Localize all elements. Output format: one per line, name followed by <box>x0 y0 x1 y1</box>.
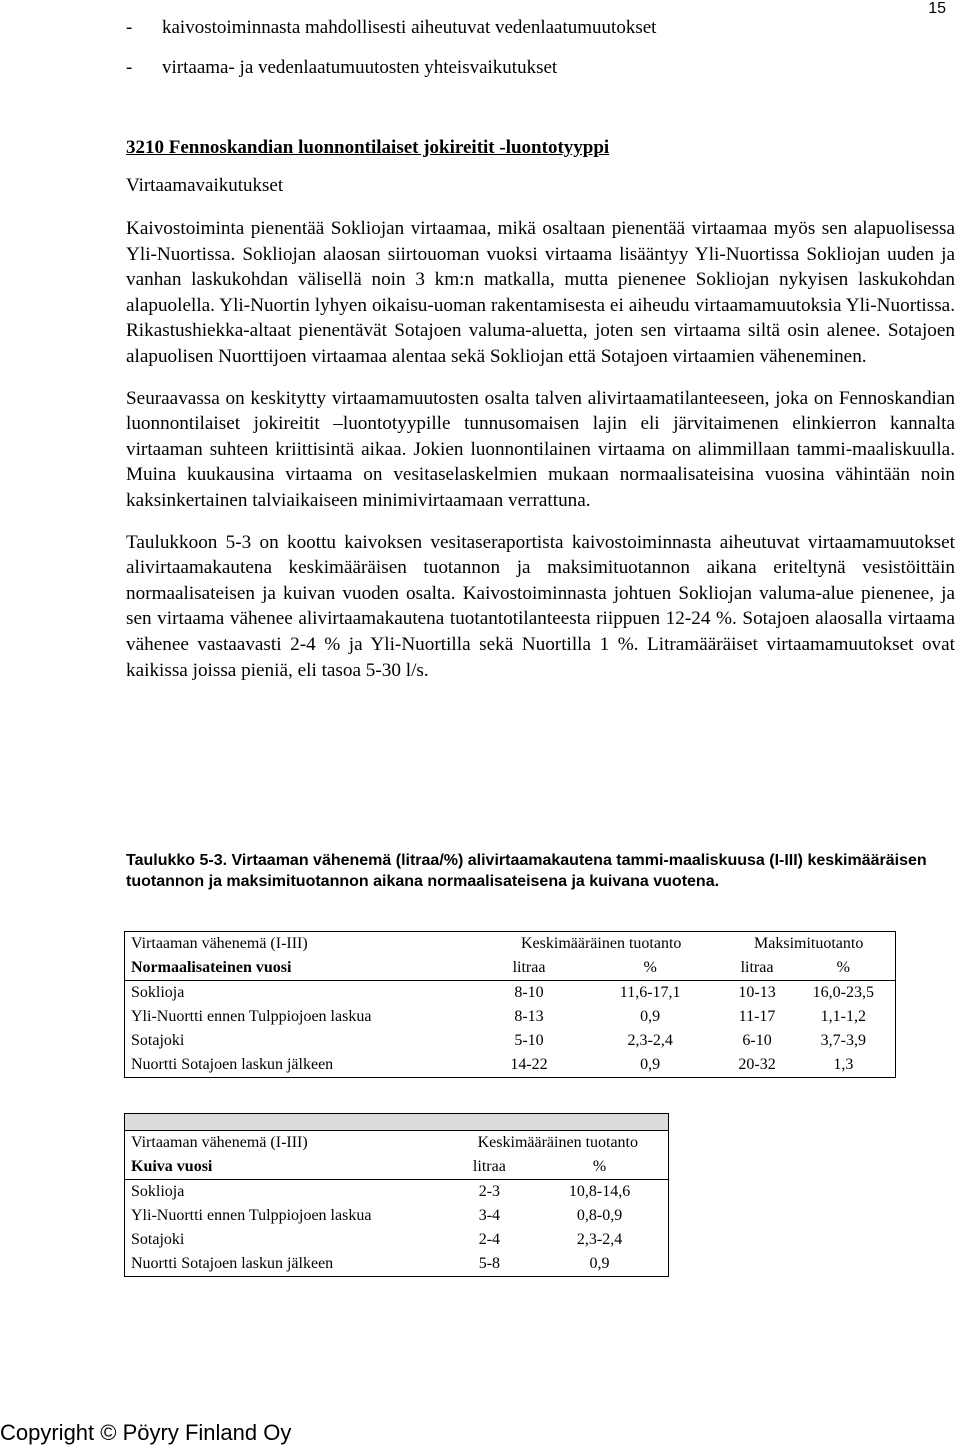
bullet-list <box>126 18 926 98</box>
header-cell: % <box>531 1155 668 1180</box>
header-cell: litraa <box>722 956 791 981</box>
section-heading <box>126 138 952 196</box>
table-cell: Yli-Nuortti ennen Tulppiojoen laskua <box>131 1008 372 1025</box>
table-dry-year <box>124 1113 669 1277</box>
table-cell: 2,3-2,4 <box>576 1231 623 1248</box>
table-cell: 8-10 <box>514 984 544 1001</box>
table-cell: 14-22 <box>510 1056 548 1073</box>
table-header-row <box>125 1131 669 1156</box>
header-cell: % <box>578 956 722 981</box>
page-number: 15 <box>928 0 946 17</box>
table-row <box>125 1228 669 1252</box>
table-cell: Sotajoki <box>131 1032 185 1049</box>
table-cell: 20-32 <box>738 1056 776 1073</box>
header-cell: % <box>792 956 896 981</box>
table-cell: Yli-Nuortti ennen Tulppiojoen laskua <box>131 1207 372 1224</box>
table-cell: 8-13 <box>514 1008 544 1025</box>
header-cell: litraa <box>480 956 578 981</box>
bullet-item: - kaivostoiminnasta mahdollisesti aiheutuvat vedenlaatumuutokset <box>126 17 657 38</box>
table-row <box>125 1053 896 1078</box>
header-cell: Kuiva vuosi <box>125 1155 448 1180</box>
copyright-footer: Copyright © Pöyry Finland Oy <box>0 1420 292 1445</box>
body-text <box>126 216 955 699</box>
bullet-text: kaivostoiminnasta mahdollisesti aiheutuvat vedenlaatumuutokset <box>162 17 657 38</box>
table-shaded-row <box>125 1114 669 1131</box>
table-cell: 5-10 <box>514 1032 544 1049</box>
table-caption <box>126 850 956 892</box>
paragraph: Taulukkoon 5-3 on koottu kaivoksen vesitaseraportista kaivostoiminnasta aiheutuvat virtaamamuutokset alivirtaamakautena keskimääräisen tuotannon ja maksimituotannon aikana eriteltynä vesistöittäin normaalisateisen ja kuivan vuoden osalta. Kaivostoiminnasta johtuen Sokliojan valuma-alue pienenee, ja sen virtaama vähenee alivirtaamakautena tuotantotilanteesta riippuen 12-24 %. Sotajoen alaosalla virtaama vähenee vastaavasti 2-4 % ja Yli-Nuortilla sekä Nuortilla 1 %. Litramääräiset virtaamamuutokset ovat kaikissa joissa pieniä, eli tasoa 5-30 l/s. <box>126 531 955 681</box>
header-cell: litraa <box>448 1155 531 1180</box>
table-cell: 0,9 <box>589 1255 610 1272</box>
table-cell: 0,9 <box>640 1008 661 1025</box>
table-header-row <box>125 932 896 957</box>
table-cell: Nuortti Sotajoen laskun jälkeen <box>131 1056 334 1073</box>
table-row <box>125 981 896 1006</box>
table-cell: 10-13 <box>738 984 776 1001</box>
table-cell: Sotajoki <box>131 1231 185 1248</box>
table-cell: 3,7-3,9 <box>820 1032 866 1049</box>
table-cell: 2,3-2,4 <box>627 1032 673 1049</box>
table-cell: 2-3 <box>478 1183 501 1200</box>
table-row <box>125 1005 896 1029</box>
table-cell: 0,8-0,9 <box>576 1207 623 1224</box>
table-cell: 1,1-1,2 <box>820 1008 866 1025</box>
table-cell: 5-8 <box>478 1255 501 1272</box>
table-cell: 2-4 <box>478 1231 501 1248</box>
paragraph: Kaivostoiminta pienentää Sokliojan virtaamaa, mikä osaltaan pienentää virtaamaa myös sen alapuolisessa Yli-Nuortissa. Sokliojan alaosan siirtouoman vuoksi virtaama lisääntyy Yli-Nuortissa Sokliojan uuden ja vanhan laskukohdan välisellä noin 3 km:n matkalla, mutta pienenee Sokliojan nykyisen laskukohdan alapuolella. Yli-Nuortin lyhyen oikaisu-uoman rakentamisesta ei aiheudu virtaamamuutoksia Yli-Nuortissa. Rikastushiekka-altaat pienentävät Sotajoen valuma-aluetta, joten sen virtaama siltä osin alenee. Sotajoen alapuolisen Nuorttijoen virtaamaa alentaa sekä Sokliojan että Sotajoen virtaamien väheneminen. <box>126 218 955 367</box>
header-cell: Normaalisateinen vuosi <box>125 956 481 981</box>
table-cell: 0,9 <box>640 1056 661 1073</box>
bullet-text: virtaama- ja vedenlaatumuutosten yhteisvaikutukset <box>162 57 558 78</box>
sub-title: Virtaamavaikutukset <box>126 175 284 196</box>
table-row <box>125 1180 669 1205</box>
table-cell: 10,8-14,6 <box>568 1183 631 1200</box>
caption-label: Taulukko 5-3. <box>126 852 228 869</box>
table-row <box>125 1252 669 1277</box>
table-row <box>125 1204 669 1228</box>
paragraph: Seuraavassa on keskitytty virtaamamuutosten osalta talven alivirtaamatilanteeseen, joka on Fennoskandian luonnontilaiset jokireitit –luontotyypille tunnusomaisen lajin eli järvitaimenen elinkierron kannalta virtaaman suhteen kriittisintä aikaa. Jokien luonnontilainen virtaama on alimmillaan tammi-maaliskuulla. Muina kuukausina virtaama on vesitaselaskelmien mukaan normaalisateisina vuosina vähintään noin kaksinkertainen talviaikaiseen minimivirtaamaan verrattuna. <box>126 387 955 511</box>
table-cell: 3-4 <box>478 1207 501 1224</box>
section-title: 3210 Fennoskandian luonnontilaiset jokireitit -luontotyyppi <box>126 137 610 158</box>
table-header-row <box>125 956 896 981</box>
shaded-cell <box>125 1114 669 1131</box>
header-cell: Maksimituotanto <box>754 935 864 952</box>
table-cell: Soklioja <box>131 1183 185 1200</box>
bullet-item: - virtaama- ja vedenlaatumuutosten yhteisvaikutukset <box>126 57 558 78</box>
caption-text: Virtaaman vähenemä (litraa/%) alivirtaamakautena tammi-maaliskuusa (I-III) keskimääräisen tuotannon ja maksimituotannon aikana normaalisateisena ja kuivana vuotena. <box>126 852 927 890</box>
table-cell: Soklioja <box>131 984 185 1001</box>
header-cell: Virtaaman vähenemä (I-III) <box>131 935 308 952</box>
table-cell: 11-17 <box>738 1008 776 1025</box>
table-cell: 6-10 <box>742 1032 772 1049</box>
table-cell: Nuortti Sotajoen laskun jälkeen <box>131 1255 334 1272</box>
table-normal-year <box>124 931 896 1078</box>
table-header-row <box>125 1155 669 1180</box>
table-cell: 1,3 <box>833 1056 854 1073</box>
table-cell: 16,0-23,5 <box>812 984 874 1001</box>
header-cell: Keskimääräinen tuotanto <box>477 1134 638 1151</box>
table-row <box>125 1029 896 1053</box>
table-cell: 11,6-17,1 <box>619 984 681 1001</box>
header-cell: Keskimääräinen tuotanto <box>521 935 682 952</box>
header-cell: Virtaaman vähenemä (I-III) <box>131 1134 308 1151</box>
